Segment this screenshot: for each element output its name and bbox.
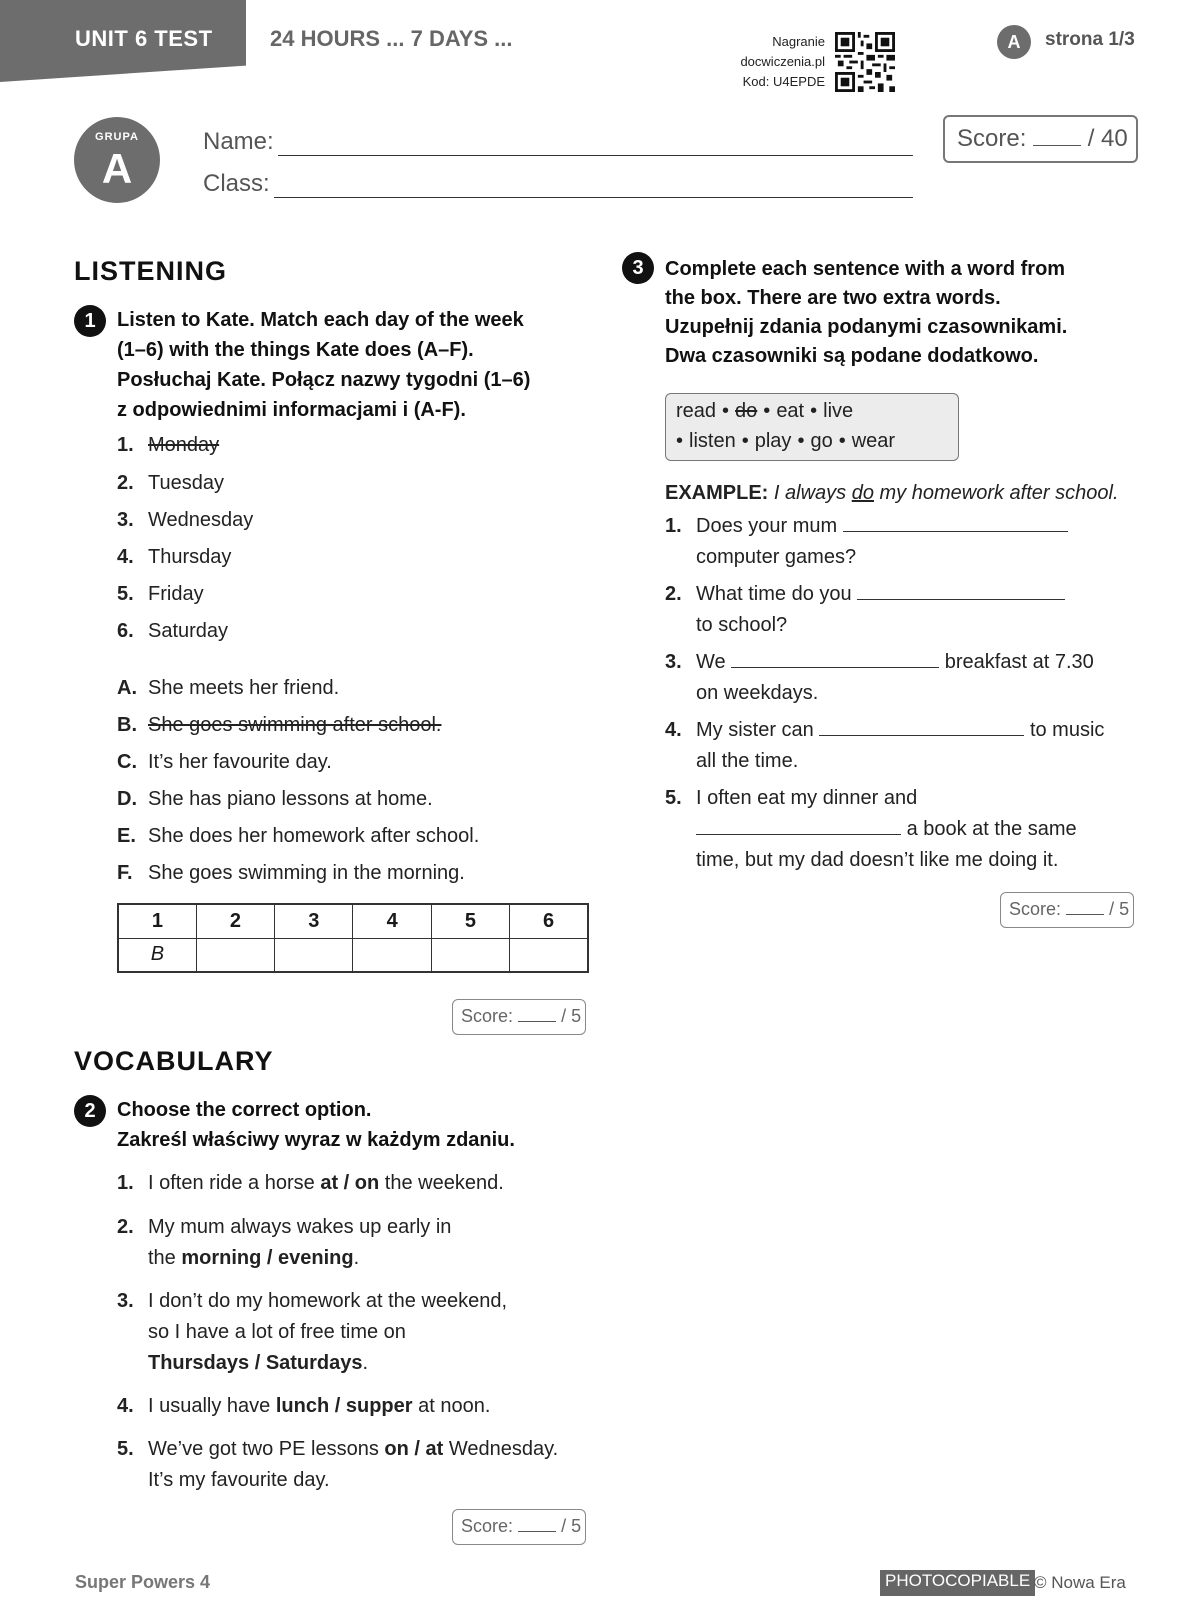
score-label: Score: — [1009, 899, 1062, 919]
score-label: Score: — [461, 1516, 514, 1536]
instruction-pl-line-2: Dwa czasowniki są podane dodatkowo. — [665, 345, 1039, 367]
item-text: a book at the same — [906, 818, 1077, 840]
option-letter: A. — [117, 677, 137, 699]
item-number: 2. — [117, 1216, 134, 1238]
footer-book-title: Super Powers 4 — [75, 1572, 211, 1592]
item-text: I don’t do my homework at the weekend, — [148, 1290, 508, 1312]
word-option: go — [810, 430, 833, 452]
word-option: read — [676, 400, 717, 422]
answer-cell[interactable] — [353, 938, 431, 972]
example-text: I always — [773, 482, 852, 504]
answer-cell[interactable]: B — [118, 938, 196, 972]
item-text: all the time. — [696, 750, 799, 772]
exercise-1-score[interactable] — [452, 999, 586, 1035]
instruction-en-line-2: the box. There are two extra words. — [665, 287, 1001, 309]
answer-cell[interactable] — [510, 938, 588, 972]
group-badge-label: GRUPA — [95, 131, 139, 143]
item-text: computer games? — [696, 546, 857, 568]
group-badge — [74, 117, 160, 203]
instruction-pl-line-1: Posłuchaj Kate. Połącz nazwy tygodni (1–6) — [117, 369, 531, 391]
name-field[interactable] — [203, 120, 913, 156]
option-choice[interactable]: lunch / supper — [275, 1395, 413, 1417]
name-line[interactable] — [278, 132, 913, 156]
example-sentence — [665, 478, 1119, 508]
option-letter: D. — [117, 788, 137, 810]
option-text: She goes swimming in the morning. — [148, 862, 465, 884]
total-score-max: / 40 — [1087, 125, 1128, 152]
word-option-used: do — [735, 400, 758, 422]
option-text: She goes swimming after school. — [148, 714, 442, 736]
day-text: Monday — [148, 434, 220, 456]
answer-blank[interactable] — [696, 815, 901, 835]
exercise-2-number: 2 — [74, 1095, 106, 1127]
score-max: / 5 — [561, 1516, 582, 1536]
answer-cell[interactable] — [431, 938, 509, 972]
item-text: . — [362, 1352, 369, 1374]
recording-line-1: Nagranie — [772, 34, 825, 49]
exercise-3-score[interactable] — [1000, 892, 1134, 928]
item-text: breakfast at 7.30 — [944, 651, 1094, 673]
item-text: I usually have — [148, 1395, 276, 1417]
word-option: play — [754, 430, 792, 452]
exercise-1-number: 1 — [74, 305, 106, 337]
total-score-box[interactable] — [943, 115, 1138, 163]
item-text: at noon. — [412, 1395, 491, 1417]
instruction-pl-line-2: z odpowiednimi informacjami i (A-F). — [117, 399, 466, 421]
item-text: to school? — [696, 614, 788, 636]
unit-subtitle: 24 HOURS ... 7 DAYS ... — [270, 26, 513, 51]
score-max: / 5 — [561, 1006, 582, 1026]
exercise-1-instruction — [117, 305, 530, 425]
day-number: 3. — [117, 509, 134, 531]
item-text: the — [148, 1247, 182, 1269]
day-text: Thursday — [148, 546, 232, 568]
word-option: live — [823, 400, 854, 422]
footer-copyright: © Nowa Era — [1034, 1573, 1126, 1592]
score-label: Score: — [461, 1006, 514, 1026]
class-label: Class: — [203, 170, 270, 197]
table-answer-row — [118, 938, 588, 972]
item-number: 4. — [665, 719, 682, 741]
instruction-pl: Zakreśl właściwy wyraz w każdym zdaniu. — [117, 1129, 515, 1151]
item-text: I often ride a horse — [148, 1172, 321, 1194]
option-letter: F. — [117, 862, 133, 884]
instruction-en: Choose the correct option. — [117, 1099, 372, 1121]
item-number: 5. — [117, 1438, 134, 1460]
answer-blank[interactable] — [819, 716, 1024, 736]
group-badge-letter: A — [101, 145, 133, 192]
item-text: so I have a lot of free time on — [148, 1321, 406, 1343]
table-header-cell: 4 — [353, 904, 431, 938]
answer-table — [117, 903, 589, 973]
example-answer: do — [851, 482, 874, 504]
day-text: Friday — [148, 583, 204, 605]
score-max: / 5 — [1109, 899, 1130, 919]
item-number: 3. — [117, 1290, 134, 1312]
group-indicator: A — [997, 25, 1031, 59]
example-text: my homework after school. — [873, 482, 1119, 504]
exercise-2-instruction — [117, 1095, 515, 1155]
day-text: Wednesday — [148, 509, 254, 531]
option-text: It’s her favourite day. — [148, 751, 332, 773]
option-choice[interactable]: Thursdays / Saturdays — [148, 1352, 363, 1374]
item-text: My sister can — [696, 719, 814, 741]
answer-blank[interactable] — [843, 512, 1068, 532]
item-text: on weekdays. — [696, 682, 819, 704]
table-header-cell: 6 — [510, 904, 588, 938]
item-text: . — [353, 1247, 360, 1269]
item-number: 4. — [117, 1395, 134, 1417]
word-box: read • do • eat • live • listen • play • go • wear — [665, 393, 959, 461]
option-choice[interactable]: at / on — [320, 1172, 380, 1194]
total-score-blank[interactable] — [1033, 124, 1081, 146]
listening-heading: LISTENING — [74, 256, 228, 286]
option-text: She has piano lessons at home. — [148, 788, 433, 810]
table-header-row — [118, 904, 588, 938]
item-text: to music — [1029, 719, 1105, 741]
day-text: Tuesday — [148, 472, 224, 494]
item-text: Does your mum — [696, 515, 838, 537]
total-score-label: Score: — [957, 125, 1027, 152]
item-text: It’s my favourite day. — [148, 1469, 330, 1491]
item-text: time, but my dad doesn’t like me doing it. — [696, 849, 1059, 871]
day-number: 6. — [117, 620, 134, 642]
photocopiable-badge: PHOTOCOPIABLE — [880, 1570, 1035, 1596]
unit-label: UNIT 6 TEST — [75, 26, 213, 51]
table-header-cell: 2 — [196, 904, 274, 938]
item-number: 3. — [665, 651, 682, 673]
answer-cell[interactable] — [275, 938, 353, 972]
answer-blank[interactable] — [857, 580, 1065, 600]
answer-blank[interactable] — [731, 648, 939, 668]
day-number: 1. — [117, 434, 134, 456]
item-text: I often eat my dinner and — [696, 787, 918, 809]
item-number: 2. — [665, 583, 682, 605]
score-blank[interactable] — [518, 1514, 556, 1532]
exercise-3-number: 3 — [622, 252, 654, 284]
option-choice[interactable]: on / at — [384, 1438, 444, 1460]
qr-code-icon[interactable] — [835, 32, 895, 92]
exercise-3-instruction — [665, 255, 1067, 371]
option-letter: C. — [117, 751, 137, 773]
item-text: My mum always wakes up early in — [148, 1216, 452, 1238]
option-text: She meets her friend. — [148, 677, 340, 699]
item-number: 1. — [665, 515, 682, 537]
instruction-en-line-1: Listen to Kate. Match each day of the week — [117, 309, 524, 331]
word-option: wear — [851, 430, 896, 452]
recording-info — [690, 32, 825, 92]
recording-line-2: docwiczenia.pl — [740, 54, 825, 69]
recording-code: Kod: U4EPDE — [742, 74, 825, 89]
item-text: Wednesday. — [443, 1438, 559, 1460]
table-header-cell: 5 — [431, 904, 509, 938]
item-text: We — [696, 651, 726, 673]
score-blank[interactable] — [1066, 897, 1104, 915]
item-number: 1. — [117, 1172, 134, 1194]
table-header-cell: 1 — [118, 904, 196, 938]
word-option: listen — [689, 430, 736, 452]
item-text: We’ve got two PE lessons — [148, 1438, 385, 1460]
class-field[interactable] — [203, 162, 913, 198]
item-number: 5. — [665, 787, 682, 809]
exercise-2-score[interactable] — [452, 1509, 586, 1545]
instruction-en-line-1: Complete each sentence with a word from — [665, 258, 1066, 280]
day-number: 4. — [117, 546, 134, 568]
instruction-pl-line-1: Uzupełnij zdania podanymi czasownikami. — [665, 316, 1068, 338]
day-number: 2. — [117, 472, 134, 494]
option-choice[interactable]: morning / evening — [181, 1247, 354, 1269]
table-header-cell: 3 — [275, 904, 353, 938]
item-text: the weekend. — [379, 1172, 504, 1194]
score-blank[interactable] — [518, 1004, 556, 1022]
vocabulary-heading: VOCABULARY — [74, 1046, 274, 1076]
day-number: 5. — [117, 583, 134, 605]
item-text: What time do you — [696, 583, 852, 605]
class-line[interactable] — [274, 174, 913, 198]
day-text: Saturday — [148, 620, 229, 642]
option-text: She does her homework after school. — [148, 825, 480, 847]
page-number: strona 1/3 — [1045, 29, 1135, 50]
answer-cell[interactable] — [196, 938, 274, 972]
example-label: EXAMPLE: — [665, 482, 769, 504]
option-letter: E. — [117, 825, 136, 847]
option-letter: B. — [117, 714, 137, 736]
instruction-en-line-2: (1–6) with the things Kate does (A–F). — [117, 339, 474, 361]
name-label: Name: — [203, 128, 274, 155]
word-option: eat — [776, 400, 805, 422]
